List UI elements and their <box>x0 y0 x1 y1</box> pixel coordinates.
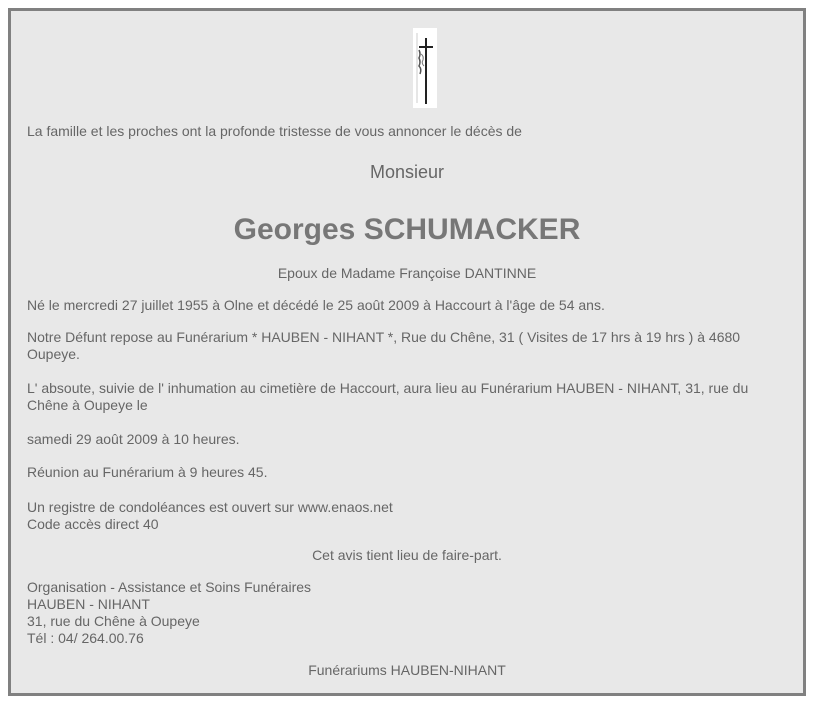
salutation: Monsieur <box>369 162 445 182</box>
ceremony-text-line-1: L' absoute, suivie de l' inhumation au cimetière de Haccourt, aura lieu au Funérarium HAUBEN - NIHANT, 31, rue du <box>27 380 749 396</box>
obituary-card <box>8 8 806 696</box>
registry-text-line-2: Code accès direct 40 <box>27 516 159 532</box>
org-line-2: HAUBEN - NIHANT <box>27 596 150 612</box>
ceremony-text-line-2: Chêne à Oupeye le <box>27 397 148 413</box>
org-line-1: Organisation - Assistance et Soins Funéraires <box>27 579 312 595</box>
org-line-4: Tél : 04/ 264.00.76 <box>27 630 144 646</box>
cross-icon <box>413 28 437 108</box>
meeting-text: Réunion au Funérarium à 9 heures 45. <box>27 464 268 480</box>
footer-text: Funérariums HAUBEN-NIHANT <box>308 662 506 678</box>
spouse-text: Epoux de Madame Françoise DANTINNE <box>277 265 537 281</box>
registry-text-line-1: Un registre de condoléances est ouvert sur www.enaos.net <box>27 499 393 515</box>
ceremony-date: samedi 29 août 2009 à 10 heures. <box>27 431 240 447</box>
deceased-name: Georges SCHUMACKER <box>233 213 581 246</box>
notice-text: Cet avis tient lieu de faire-part. <box>312 547 502 563</box>
org-line-3: 31, rue du Chêne à Oupeye <box>27 613 200 629</box>
intro-text: La famille et les proches ont la profonde tristesse de vous annoncer le décès de <box>27 123 522 139</box>
rest-text-line-1: Notre Défunt repose au Funérarium * HAUBEN - NIHANT *, Rue du Chêne, 31 ( Visites de 17 hrs à 19 hrs ) à 4680 <box>27 329 741 345</box>
rest-text-line-2: Oupeye. <box>27 346 80 362</box>
cross-image <box>413 28 437 108</box>
birth-death-text: Né le mercredi 27 juillet 1955 à Olne et décédé le 25 août 2009 à Haccourt à l'âge de 54 ans. <box>27 297 605 313</box>
